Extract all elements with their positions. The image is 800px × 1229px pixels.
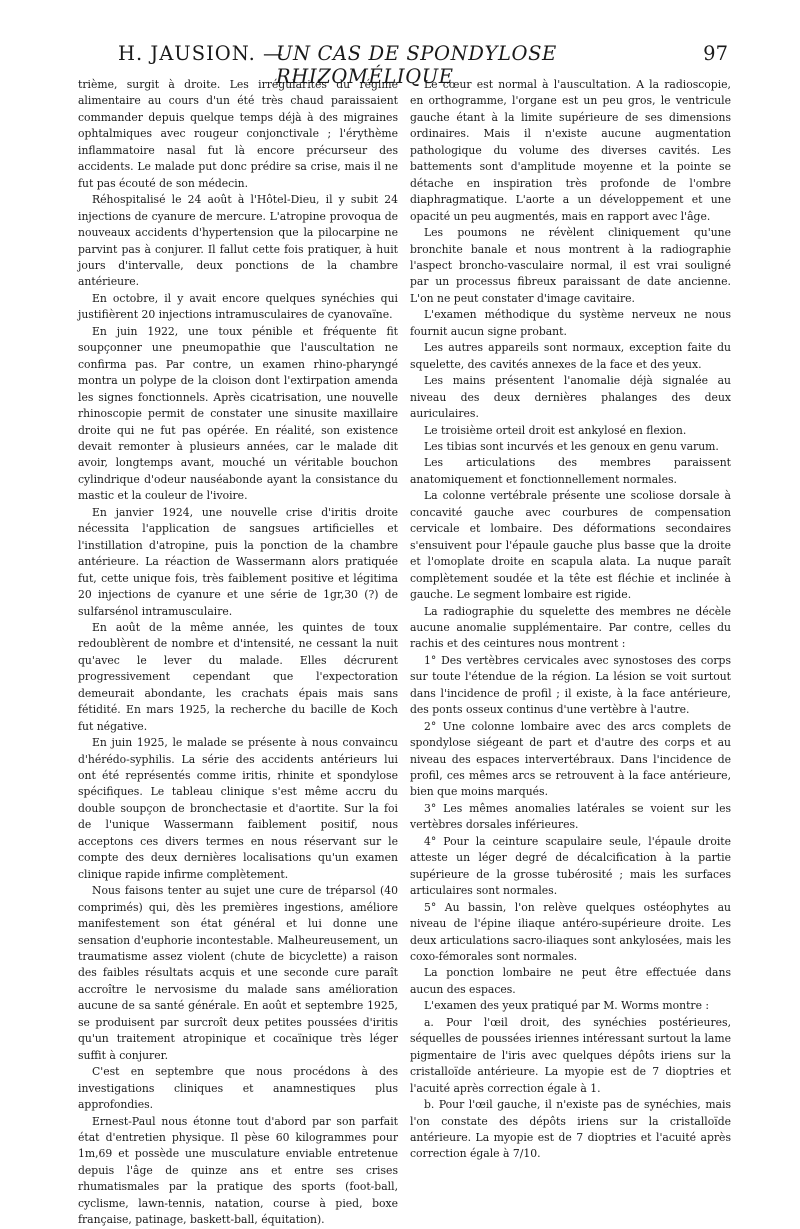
paragraph: En janvier 1924, une nouvelle crise d'iritis droite nécessita l'application de sangsues artificielles et l'instillation d'atropine, puis la ponction de la chambre antérieure. La réaction de Wassermann alors pratiquée fut, cette unique fois, très faiblement positive et légitima 20 injections de cyanure et une série de 1gr,30 (?) de sulfarsénol intramusculaire. xyxy=(78,505,398,618)
header-title: UN CAS DE SPONDYLOSE RHIZOMÉLIQUE xyxy=(276,42,557,88)
paragraph: Le troisième orteil droit est ankylosé en flexion. xyxy=(424,423,687,437)
header-author: H. JAUSION. — xyxy=(118,42,284,65)
paragraph: Les articulations des membres paraissent anatomiquement et fonctionnellement normales. xyxy=(410,456,731,486)
paragraph: La colonne vertébrale présente une scoliose dorsale à concavité gauche avec courbures de compensation cervicale et lombaire. Des déformations secondaires s'ensuivent pour l'épaule gauche plus basse que la droite et l'omoplate droite en scapula alata. La nuque paraît complètement soudée et la tête est fléchie et inclinée à gauche. Le segment lombaire est rigide. xyxy=(410,489,731,602)
paragraph: En octobre, il y avait encore quelques synéchies qui justifièrent 20 injections intramusculaires de cyanovaïne. xyxy=(78,291,398,322)
paragraph: Les tibias sont incurvés et les genoux en genu varum. xyxy=(424,439,719,453)
left-column xyxy=(78,77,398,1229)
paragraph: 5° Au bassin, l'on relève quelques ostéophytes au niveau de l'épine iliaque antéro-supérieure droite. Les deux articulations sacro-iliaques sont ankylosées, mais les coxo-fémorales sont normales. xyxy=(410,900,731,964)
paragraph: Les poumons ne révèlent cliniquement qu'une bronchite banale et nous montrent à la radiographie l'aspect broncho-vasculaire normal, il est vrai souligné par un processus fibreux paraissant de date ancienne. L'on ne peut constater d'image cavitaire. xyxy=(410,226,731,305)
paragraph: 3° Les mêmes anomalies latérales se voient sur les vertèbres dorsales inférieures. xyxy=(410,801,731,832)
paragraph: 2° Une colonne lombaire avec des arcs complets de spondylose siégeant de part et d'autre des corps et au niveau des espaces intervertébraux. Dans l'incidence de profil, ces mêmes arcs se retrouvent à la face antérieure, bien que moins marqués. xyxy=(410,719,731,799)
paragraph: Ernest-Paul nous étonne tout d'abord par son parfait état d'entretien physique. Il pèse 60 kilogrammes pour 1m,69 et possède une musculature enviable entretenue depuis l'âge de quinze ans et entre ses crises rhumatismales par la pratique des sports (foot-ball, cyclisme, lawn-tennis, natation, course à pied, boxe française, patinage, baskett-ball, équitation). xyxy=(78,1114,398,1227)
page-number: 97 xyxy=(703,42,728,65)
paragraph: C'est en septembre que nous procédons à des investigations cliniques et anamnestiques plus approfondies. xyxy=(78,1065,398,1112)
paragraph: En juin 1922, une toux pénible et fréquente fit soupçonner une pneumopathie que l'auscultation ne confirma pas. Par contre, un examen rhino-pharyngé montra un polype de la cloison dont l'extirpation amenda les signes fonctionnels. Après cicatrisation, une nouvelle rhinoscopie permit de constater une sinusite maxillaire droite qui ne fut pas opérée. En réalité, son existence devait remonter à plusieurs années, car le malade dit avoir, longtemps avant, mouché un véritable bouchon cylindrique d'odeur nauséabonde ayant la consistance du mastic et la couleur de l'ivoire. xyxy=(78,324,398,503)
paragraph: Le cœur est normal à l'auscultation. A la radioscopie, en orthogramme, l'organe est un peu gros, le ventricule gauche étant à la limite supérieure de ses dimensions ordinaires. Mais il n'existe aucune augmentation pathologique du volume des diverses cavités. Les battements sont d'amplitude moyenne et la pointe se détache en inspiration très profonde de l'ombre diaphragmatique. L'aorte a un développement et une opacité un peu augmentés, mais en rapport avec l'âge. xyxy=(410,78,731,223)
paragraph: L'examen des yeux pratiqué par M. Worms montre : xyxy=(424,999,710,1013)
paragraph: En août de la même année, les quintes de toux redoublèrent de nombre et d'intensité, ne cessant la nuit qu'avec le lever du malade. Elles décrurent progressivement cependant que l'expectoration demeurait abondante, les crachats épais mais sans fétidité. En mars 1925, la recherche du bacille de Koch fut négative. xyxy=(78,620,398,733)
paragraph: Les mains présentent l'anomalie déjà signalée au niveau des deux dernières phalanges des deux auriculaires. xyxy=(410,374,731,421)
paragraph: La ponction lombaire ne peut être effectuée dans aucun des espaces. xyxy=(410,966,731,996)
right-column xyxy=(410,77,731,1163)
paragraph: a. Pour l'œil droit, des synéchies postérieures, séquelles de poussées iriennes intéressant surtout la lame pigmentaire de l'iris avec quelques dépôts iriens sur la cristalloïde antérieure. La myopie est de 7 dioptries et l'acuité après correction égale à 1. xyxy=(410,1015,731,1095)
paragraph: Les autres appareils sont normaux, exception faite du squelette, des cavités annexes de la face et des yeux. xyxy=(410,341,731,371)
paragraph: 4° Pour la ceinture scapulaire seule, l'épaule droite atteste un léger degré de décalcification à la partie supérieure de la grosse tubérosité ; mais les surfaces articulaires sont normales. xyxy=(410,834,731,898)
paragraph: b. Pour l'œil gauche, il n'existe pas de synéchies, mais l'on constate des dépôts iriens sur la cristalloïde antérieure. La myopie est de 7 dioptries et l'acuité après correction égale à 7/10. xyxy=(410,1098,731,1161)
paragraph: trième, surgit à droite. Les irrégularités du régime alimentaire au cours d'un été très chaud paraissaient commander depuis quelque temps déjà à des migraines ophtalmiques avec rougeur conjonctivale ; l'érythème inflammatoire nasal fut là encore précurseur des accidents. Le malade put donc prédire sa crise, mais il ne fut pas écouté de son médecin. xyxy=(78,78,398,190)
paragraph: Réhospitalisé le 24 août à l'Hôtel-Dieu, il y subit 24 injections de cyanure de mercure. L'atropine provoqua de nouveaux accidents d'hypertension que la pilocarpine ne parvint pas à conjurer. Il fallut cette fois pratiquer, à huit jours d'intervalle, deux ponctions de la chambre antérieure. xyxy=(78,193,398,289)
running-header xyxy=(78,40,728,88)
paragraph: La radiographie du squelette des membres ne décèle aucune anomalie supplémentaire. Par contre, celles du rachis et des ceintures nous montrent : xyxy=(410,604,731,651)
paragraph: En juin 1925, le malade se présente à nous convaincu d'hérédo-syphilis. La série des accidents antérieurs lui ont été représentés comme iritis, rhinite et spondylose spécifiques. Le tableau clinique s'est même accru du double soupçon de bronchectasie et d'aortite. Sur la foi de l'unique Wassermann faiblement positif, nous acceptons ces divers termes en nous réservant sur le compte des deux dernières localisations qu'un examen clinique rapide infirme complètement. xyxy=(78,736,398,881)
paragraph: Nous faisons tenter au sujet une cure de tréparsol (40 comprimés) qui, dès les premières ingestions, améliore manifestement son état général et lui donne une sensation d'euphorie incontestable. Malheureusement, un traumatisme assez violent (chute de bicyclette) a raison des faibles résultats acquis et une seconde cure paraît accroître le nervosisme du malade sans amélioration aucune de sa santé générale. En août et septembre 1925, se produisent par surcroît deux petites poussées d'iritis qu'un traitement atropinique et cocaïnique très léger suffit à conjurer. xyxy=(78,884,398,1062)
paragraph: L'examen méthodique du système nerveux ne nous fournit aucun signe probant. xyxy=(410,308,731,338)
paragraph: 1° Des vertèbres cervicales avec synostoses des corps sur toute l'étendue de la région. La lésion se voit surtout dans l'incidence de profil ; il existe, à la face antérieure, des ponts osseux continus d'une vertèbre à l'autre. xyxy=(410,653,731,717)
